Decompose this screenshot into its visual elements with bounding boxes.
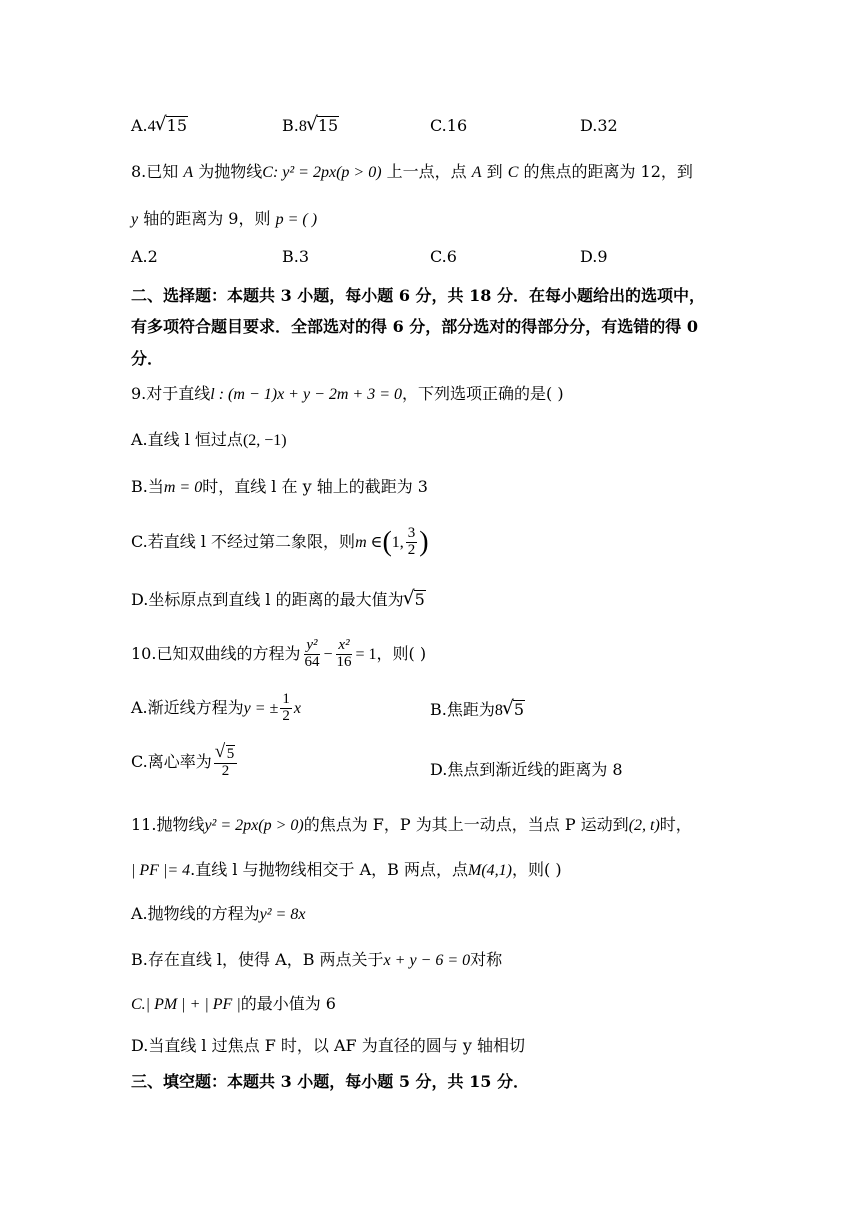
section2-line1: 二、选择题：本题共 3 小题，每小题 6 分，共 18 分．在每小题给出的选项中， — [131, 286, 705, 305]
text: 的最小值为 6 — [240, 994, 336, 1013]
text: ，下列选项正确的是( ) — [402, 384, 564, 403]
q7-option-b — [282, 116, 339, 136]
denominator: 2 — [221, 762, 230, 779]
q8-option-c: C.6 — [430, 247, 457, 266]
equals-one: = 1 — [355, 645, 377, 663]
text: 对称 — [470, 950, 503, 969]
q8-stem-line2 — [131, 209, 317, 229]
option-label: A. — [131, 116, 148, 135]
text: B.焦距为 — [430, 700, 495, 719]
text: ，则( ) — [376, 643, 427, 663]
q10-option-a — [131, 692, 301, 725]
q11-option-c — [131, 994, 336, 1014]
q11-option-b — [131, 950, 502, 970]
q9-stem — [131, 384, 564, 404]
sqrt-symbol — [156, 116, 188, 135]
point-a: A — [471, 164, 482, 181]
q9-option-b — [131, 477, 428, 497]
q8-stem-line1 — [131, 162, 693, 182]
distance-sum: C.| PM | + | PF | — [131, 996, 241, 1013]
range-low: 1, — [391, 533, 404, 551]
point-a: A — [183, 164, 194, 181]
text: C.若直线 l 不经过第二象限，则 — [131, 531, 356, 551]
parabola-equation: y² = 2px(p > 0) — [204, 817, 304, 834]
parabola-equation: : y² = 2px(p > 0) — [272, 164, 382, 181]
sqrt-symbol — [216, 745, 236, 763]
text: A.抛物线的方程为 — [131, 904, 260, 923]
text: 为抛物线 — [198, 162, 263, 181]
curve-c: C — [507, 164, 519, 181]
q7-option-d: D.32 — [580, 116, 618, 135]
curve-c: C — [262, 164, 273, 181]
variable-x: x — [293, 699, 301, 717]
q7-option-c: C.16 — [430, 116, 468, 135]
q8-option-b: B.3 — [282, 247, 310, 266]
text: B.存在直线 l，使得 A，B 两点关于 — [131, 950, 384, 969]
text: 到 — [486, 162, 503, 181]
q11-option-a — [131, 904, 305, 924]
text: 的焦点的距离为 12，到 — [523, 162, 693, 181]
denominator: 64 — [304, 653, 320, 670]
line-equation: l : (m − 1)x + y − 2m + 3 = 0 — [210, 386, 403, 403]
numerator: 3 — [407, 525, 416, 541]
coef: 8 — [494, 702, 503, 719]
m-value: m = 0 — [163, 479, 203, 496]
coef: 4 — [147, 118, 156, 135]
fraction-y2-64 — [302, 638, 321, 671]
sqrt-symbol — [503, 700, 525, 719]
pf-distance: | PF |= 4 — [131, 862, 191, 879]
denominator: 2 — [407, 541, 416, 558]
q10-option-c — [131, 745, 239, 780]
text: 的焦点为 F，P 为其上一动点，当点 P 运动到 — [303, 815, 629, 834]
numerator: 1 — [282, 691, 290, 707]
text: 10.已知双曲线的方程为 — [131, 643, 301, 663]
section3-line1: 三、填空题：本题共 3 小题，每小题 5 分，共 15 分． — [131, 1072, 529, 1091]
fraction — [214, 745, 238, 780]
text: 8.已知 — [131, 162, 179, 181]
q9-option-d — [131, 590, 426, 609]
numerator: y² — [306, 637, 318, 653]
sqrt-symbol — [404, 590, 426, 609]
close-paren-icon: ) — [419, 526, 429, 558]
q11-stem-line1 — [131, 815, 692, 835]
text: A.渐近线方程为 — [131, 697, 244, 717]
text: ，则( ) — [512, 860, 562, 879]
point-m: M(4,1) — [468, 862, 512, 879]
radicand: 5 — [226, 746, 235, 762]
numerator — [214, 745, 238, 764]
text: D.坐标原点到直线 l 的距离的最大值为 — [131, 590, 404, 609]
point-2-t: (2, t) — [628, 817, 660, 834]
answer-blank: p = ( ) — [275, 211, 318, 228]
text: 时， — [659, 815, 692, 834]
option-label: B. — [282, 116, 299, 135]
line-equation: x + y − 6 = 0 — [383, 952, 471, 969]
text: 轴的距离为 9，则 — [143, 209, 271, 228]
q11-option-d: D.当直线 l 过焦点 F 时，以 AF 为直径的圆与 y 轴相切 — [131, 1036, 525, 1055]
fraction — [406, 526, 418, 559]
m-range-lhs: m ∈ — [355, 533, 383, 551]
text: .直线 l 与抛物线相交于 A，B 两点，点 — [190, 860, 469, 879]
q9-option-c — [131, 526, 429, 559]
fixed-point: (2, −1) — [242, 432, 287, 449]
q8-option-a: A.2 — [131, 247, 158, 266]
q10-stem — [131, 638, 426, 671]
radicand: 15 — [166, 116, 187, 135]
section2-line3: 分． — [131, 349, 164, 368]
asymptote-lhs: y = ± — [243, 699, 279, 717]
q9-option-a — [131, 430, 287, 450]
text: A.直线 l 恒过点 — [131, 430, 243, 449]
denominator: 16 — [336, 653, 352, 670]
numerator: x² — [338, 637, 350, 653]
text: 9.对于直线 — [131, 384, 211, 403]
radicand: 15 — [317, 116, 339, 135]
fraction — [280, 692, 292, 725]
fraction-x2-16 — [334, 638, 353, 671]
text: C.离心率为 — [131, 751, 212, 771]
q8-option-d: D.9 — [580, 247, 608, 266]
minus-sign: − — [323, 645, 333, 663]
coef: 8 — [298, 118, 307, 135]
text: 11.抛物线 — [131, 815, 205, 834]
q7-option-a — [131, 116, 188, 136]
text: 上一点，点 — [386, 162, 467, 181]
axis-y: y — [131, 211, 139, 228]
text: B.当 — [131, 477, 164, 496]
radicand: 5 — [513, 700, 525, 719]
q11-stem-line2 — [131, 860, 562, 880]
parabola-equation: y² = 8x — [259, 906, 306, 923]
section2-line2: 有多项符合题目要求．全部选对的得 6 分，部分选对的得部分分，有选错的得 0 — [131, 317, 698, 336]
denominator: 2 — [282, 707, 290, 724]
open-paren-icon: ( — [382, 526, 392, 558]
q10-option-d: D.焦点到渐近线的距离为 8 — [430, 760, 623, 779]
radicand: 5 — [414, 590, 425, 609]
q10-option-b — [430, 700, 525, 720]
text: 时，直线 l 在 y 轴上的截距为 3 — [202, 477, 428, 496]
sqrt-symbol — [307, 116, 339, 135]
